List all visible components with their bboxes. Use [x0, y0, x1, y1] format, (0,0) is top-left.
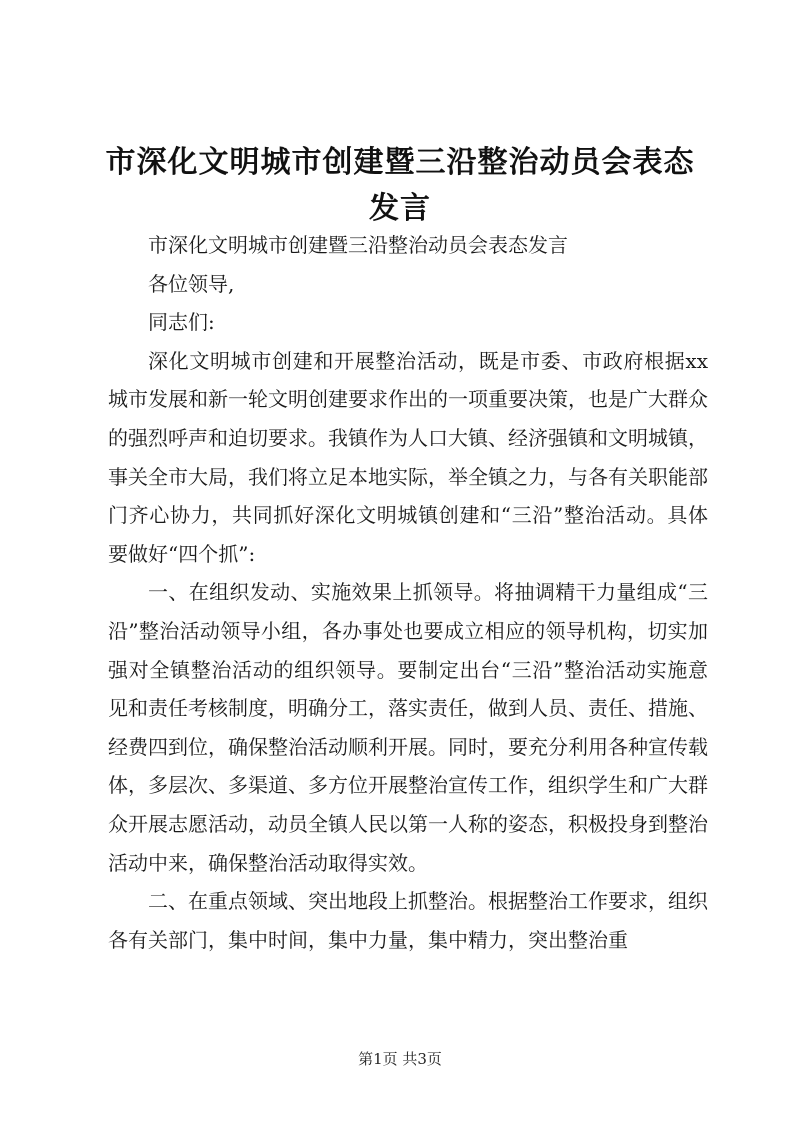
paragraph-salutation-comrades: 同志们:	[148, 310, 215, 335]
page-number-footer: 第1页 共3页	[358, 1050, 442, 1068]
paragraph-subtitle: 市深化文明城市创建暨三沿整治动员会表态发言	[148, 233, 568, 257]
document-body	[108, 226, 708, 959]
paragraph-point-one: 一、在组织发动、实施效果上抓领导。将抽调精干力量组成“三沿”整治活动领导小组，各办事处也要成立相应的领导机构，切实加强对全镇整治活动的组织领导。要制定出台“三沿”整治活动实施意见和责任考核制度，明确分工，落实责任，做到人员、责任、措施、经费四到位，确保整治活动顺利开展。同时，要充分利用各种宣传载体，多层次、多渠道、多方位开展整治宣传工作，组织学生和广大群众开展志愿活动，动员全镇人民以第一人称的姿态，积极投身到整治活动中来，确保整治活动取得实效。	[108, 580, 708, 875]
document-title: 市深化文明城市创建暨三沿整治动员会表态发言	[105, 145, 695, 226]
paragraph-salutation-leaders: 各位领导,	[148, 271, 235, 296]
paragraph-point-two: 二、在重点领域、突出地段上抓整治。根据整治工作要求，组织各有关部门，集中时间，集中力量，集中精力，突出整治重	[108, 889, 708, 952]
paragraph-intro: 深化文明城市创建和开展整治活动，既是市委、市政府根据xx城市发展和新一轮文明创建要求作出的一项重要决策，也是广大群众的强烈呼声和迫切要求。我镇作为人口大镇、经济强镇和文明城镇，事关全市大局，我们将立足本地实际，举全镇之力，与各有关职能部门齐心协力，共同抓好深化文明城镇创建和“三沿”整治活动。具体要做好“四个抓”:	[108, 348, 708, 566]
